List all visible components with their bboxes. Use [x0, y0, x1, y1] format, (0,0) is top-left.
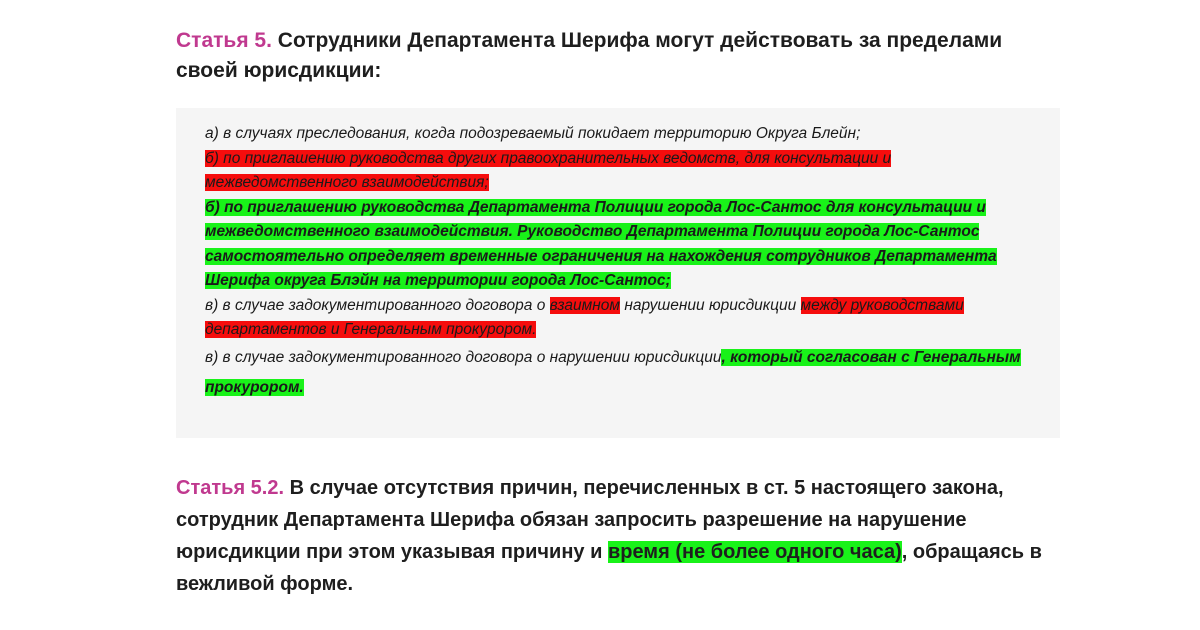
- article-5-2-highlight: время (не более одного часа): [607, 541, 902, 563]
- article-5-heading: [176, 26, 1056, 86]
- article-5-2-tail: , обращаясь в вежливой форме.: [176, 541, 1042, 595]
- clause-b-removed-text: б) по приглашению руководства других правоохранительных ведомств, для консультации и межведомственного взаимодействия;: [205, 149, 892, 191]
- clause-v-old-part3: нарушении юрисдикции: [620, 296, 801, 314]
- clause-v-new-part1: в) в случае задокументированного договора о нарушении юрисдикции: [205, 348, 722, 366]
- clause-a-text: а) в случаях преследования, когда подозреваемый покидает территорию Округа Блейн;: [205, 125, 861, 142]
- clause-b-added-text: б) по приглашению руководства Департамента Полиции города Лос-Сантос для консультации и межведомственного взаимодействия. Руководство Департамента Полиции города Лос-Сантос самостоятельно определяет временные ограничения на нахождения сотрудников Департамента Шерифа округа Блэйн на территории города Лос-Сантос;: [205, 198, 997, 289]
- clause-v-old-removed-word: взаимном: [549, 296, 621, 314]
- clause-v-new: [205, 343, 1045, 403]
- article-5-text: Сотрудники Департамента Шерифа могут действовать за пределами своей юрисдикции:: [176, 29, 1003, 82]
- article-5-2: [176, 472, 1056, 600]
- clause-v-old: [205, 294, 1045, 343]
- clause-a: [205, 122, 1045, 147]
- clause-v-new-added: , который согласован с Генеральным прокурором.: [205, 348, 1021, 396]
- clauses-list: [205, 122, 1045, 403]
- clause-v-old-part1: в) в случае задокументированного договора о: [205, 296, 550, 314]
- clause-b-removed: [205, 147, 1045, 196]
- clause-b-added: [205, 196, 1045, 294]
- article-5-number: Статья 5.: [176, 29, 272, 52]
- clause-v-old-removed-tail: между руководствами департаментов и Генеральным прокурором.: [205, 296, 964, 338]
- article-5-2-text: В случае отсутствия причин, перечисленных в ст. 5 настоящего закона, сотрудник Департамента Шерифа обязан запросить разрешение на нарушение юрисдикции при этом указывая причину и: [176, 477, 1004, 563]
- article-5-2-number: Статья 5.2.: [176, 477, 285, 499]
